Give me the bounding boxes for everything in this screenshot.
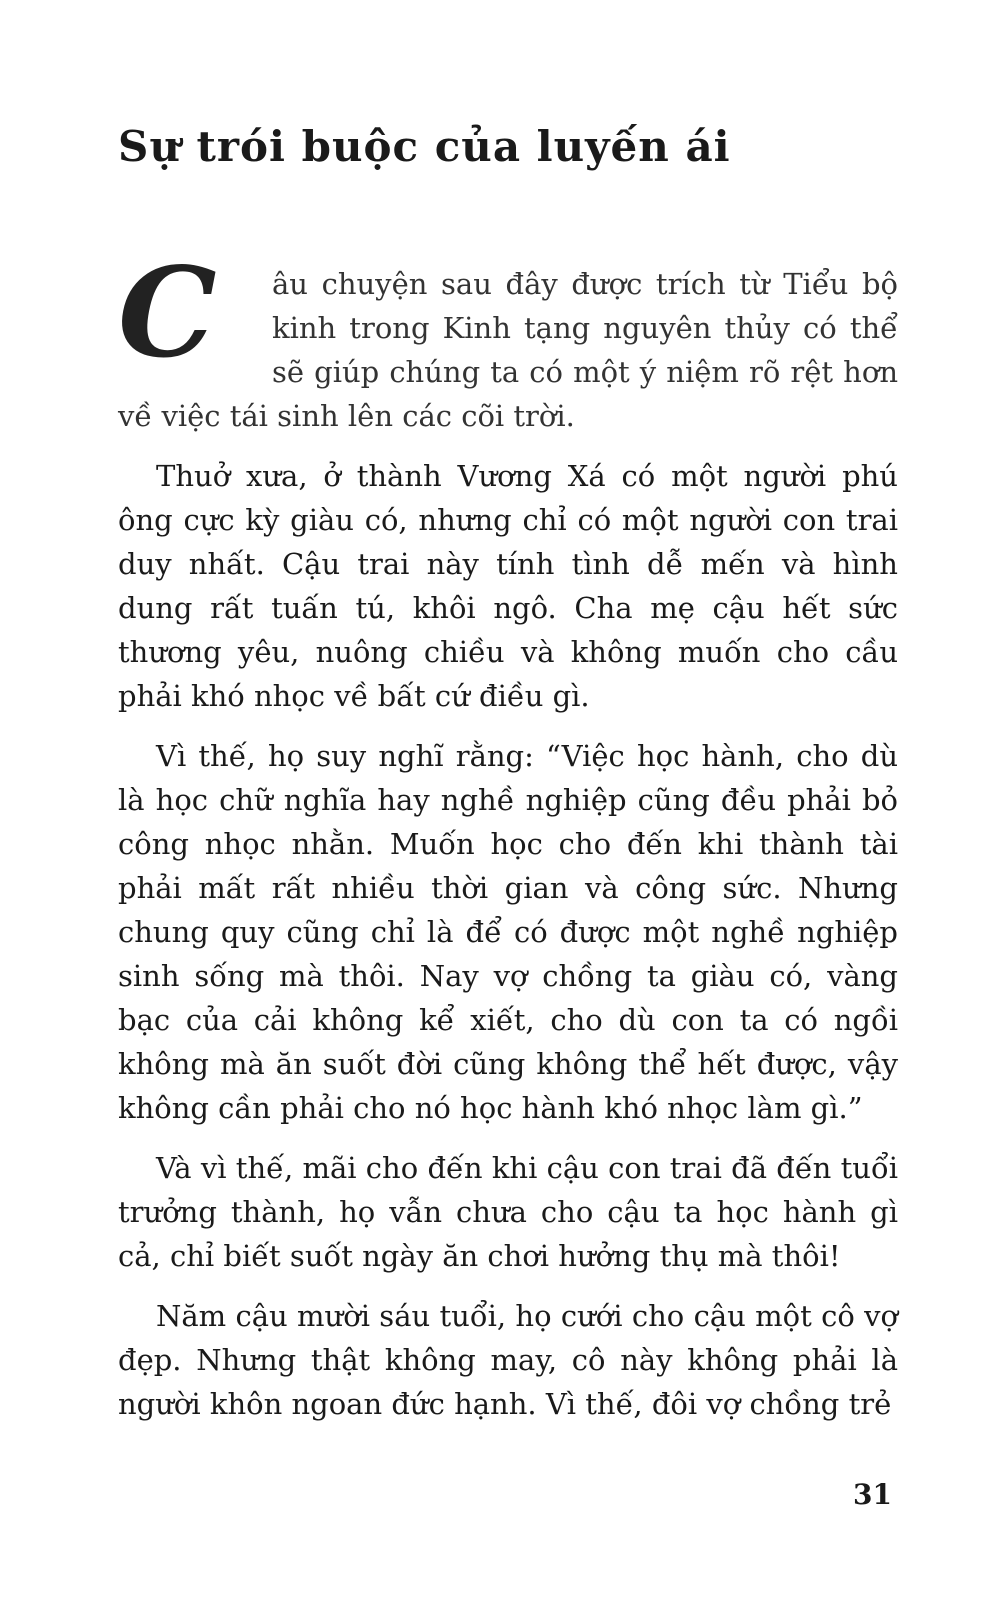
paragraph-1 xyxy=(118,241,898,438)
drop-cap: C xyxy=(118,241,217,386)
chapter-body xyxy=(118,241,898,1442)
paragraph-2: Thuở xưa, ở thành Vương Xá có một người phú ông cực kỳ giàu có, nhưng chỉ có một người con trai duy nhất. Cậu trai này tính tình dễ mến và hình dung rất tuấn tú, khôi ngô. Cha mẹ cậu hết sức thương yêu, nuông chiều và không muốn cho cầu phải khó nhọc về bất cứ điều gì. xyxy=(118,459,898,713)
paragraph-5: Năm cậu mười sáu tuổi, họ cưới cho cậu một cô vợ đẹp. Nhưng thật không may, cô này không phải là người khôn ngoan đức hạnh. Vì thế, đôi vợ chồng trẻ xyxy=(118,1299,898,1421)
page-number: 31 xyxy=(853,1478,892,1511)
chapter-title: Sự trói buộc của luyến ái xyxy=(118,122,731,171)
paragraph-4: Và vì thế, mãi cho đến khi cậu con trai đã đến tuổi trưởng thành, họ vẫn chưa cho cậu ta học hành gì cả, chỉ biết suốt ngày ăn chơi hưởng thụ mà thôi! xyxy=(118,1151,898,1273)
paragraph-1-text: âu chuyện sau đây được trích từ Tiểu bộ kinh trong Kinh tạng nguyên thủy có thể sẽ giúp chúng ta có một ý niệm rõ rệt hơn về việc tái sinh lên các cõi trời. xyxy=(118,267,898,433)
paragraph-3: Vì thế, họ suy nghĩ rằng: “Việc học hành, cho dù là học chữ nghĩa hay nghề nghiệp cũng đều phải bỏ công nhọc nhằn. Muốn học cho đến khi thành tài phải mất rất nhiều thời gian và công sức. Nhưng chung quy cũng chỉ là để có được một nghề nghiệp sinh sống mà thôi. Nay vợ chồng ta giàu có, vàng bạc của cải không kể xiết, cho dù con ta có ngồi không mà ăn suốt đời cũng không thể hết được, vậy không cần phải cho nó học hành khó nhọc làm gì.” xyxy=(118,739,898,1125)
